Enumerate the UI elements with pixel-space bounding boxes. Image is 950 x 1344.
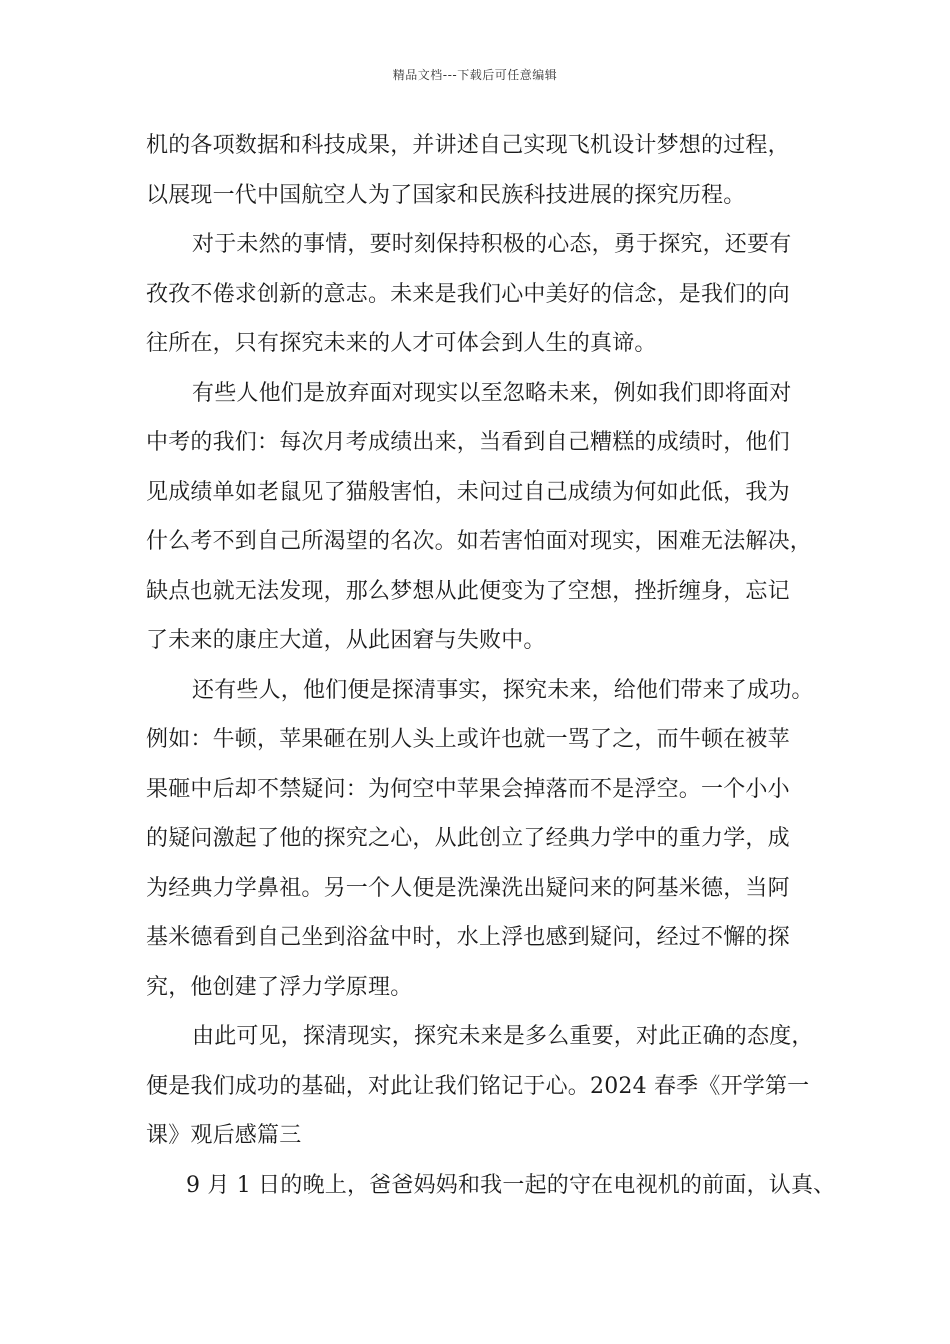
text-line: 了未来的康庄大道，从此困窘与失败中。	[146, 628, 546, 653]
document-body	[146, 128, 836, 1217]
text-line: 机的各项数据和科技成果，并讲述自己实现飞机设计梦想的过程，	[146, 133, 790, 158]
text-line: 缺点也就无法发现，那么梦想从此便变为了空想，挫折缠身，忘记	[146, 578, 790, 604]
text-line: 有些人他们是放弃面对现实以至忽略未来，例如我们即将面对	[192, 380, 792, 406]
text-line: 往所在，只有探究未来的人才可体会到人生的真谛。	[146, 331, 657, 356]
text-line: 对于未然的事情，要时刻保持积极的心态，勇于探究，还要有	[192, 232, 792, 257]
paragraph	[146, 673, 826, 1020]
text-line: 见成绩单如老鼠见了猫般害怕，未问过自己成绩为何如此低，我为	[146, 479, 790, 505]
paragraph	[146, 1168, 836, 1218]
paragraph	[146, 376, 826, 673]
text-line: 例如：牛顿，苹果砸在别人头上或许也就一骂了之，而牛顿在被苹	[146, 727, 790, 752]
text-line: 便是我们成功的基础，对此让我们铭记于心。2024 春季《开学第一	[146, 1073, 810, 1099]
text-line: 什么考不到自己所渴望的名次。如若害怕面对现实，困难无法解决，	[146, 529, 813, 554]
paragraph	[146, 227, 826, 376]
text-line: 究，他创建了浮力学原理。	[146, 974, 413, 1000]
text-line: 还有些人，他们便是探清事实，探究未来，给他们带来了成功。	[192, 677, 814, 703]
text-line: 中考的我们：每次月考成绩出来，当看到自己糟糕的成绩时，他们	[146, 430, 790, 455]
text-line: 由此可见，探清现实，探究未来是多么重要，对此正确的态度，	[192, 1024, 814, 1049]
text-line: 孜孜不倦求创新的意志。未来是我们心中美好的信念，是我们的向	[146, 281, 790, 307]
text-line: 以展现一代中国航空人为了国家和民族科技进展的探究历程。	[146, 182, 746, 208]
text-line: 为经典力学鼻祖。另一个人便是洗澡洗出疑问来的阿基米德，当阿	[146, 875, 790, 901]
text-line: 课》观后感篇三	[146, 1123, 302, 1148]
paragraph	[146, 1019, 826, 1168]
paragraph	[146, 128, 826, 227]
text-line: 果砸中后却不禁疑问：为何空中苹果会掉落而不是浮空。一个小小	[146, 776, 790, 802]
text-line: 基米德看到自己坐到浴盆中时，水上浮也感到疑问，经过不懈的探	[146, 925, 790, 950]
page-header: 精品文档---下载后可任意编辑	[392, 68, 558, 82]
text-line: 9 月 1 日的晚上，爸爸妈妈和我一起的守在电视机的前面，认真、	[186, 1172, 836, 1198]
text-line: 的疑问激起了他的探究之心，从此创立了经典力学中的重力学，成	[146, 826, 790, 851]
